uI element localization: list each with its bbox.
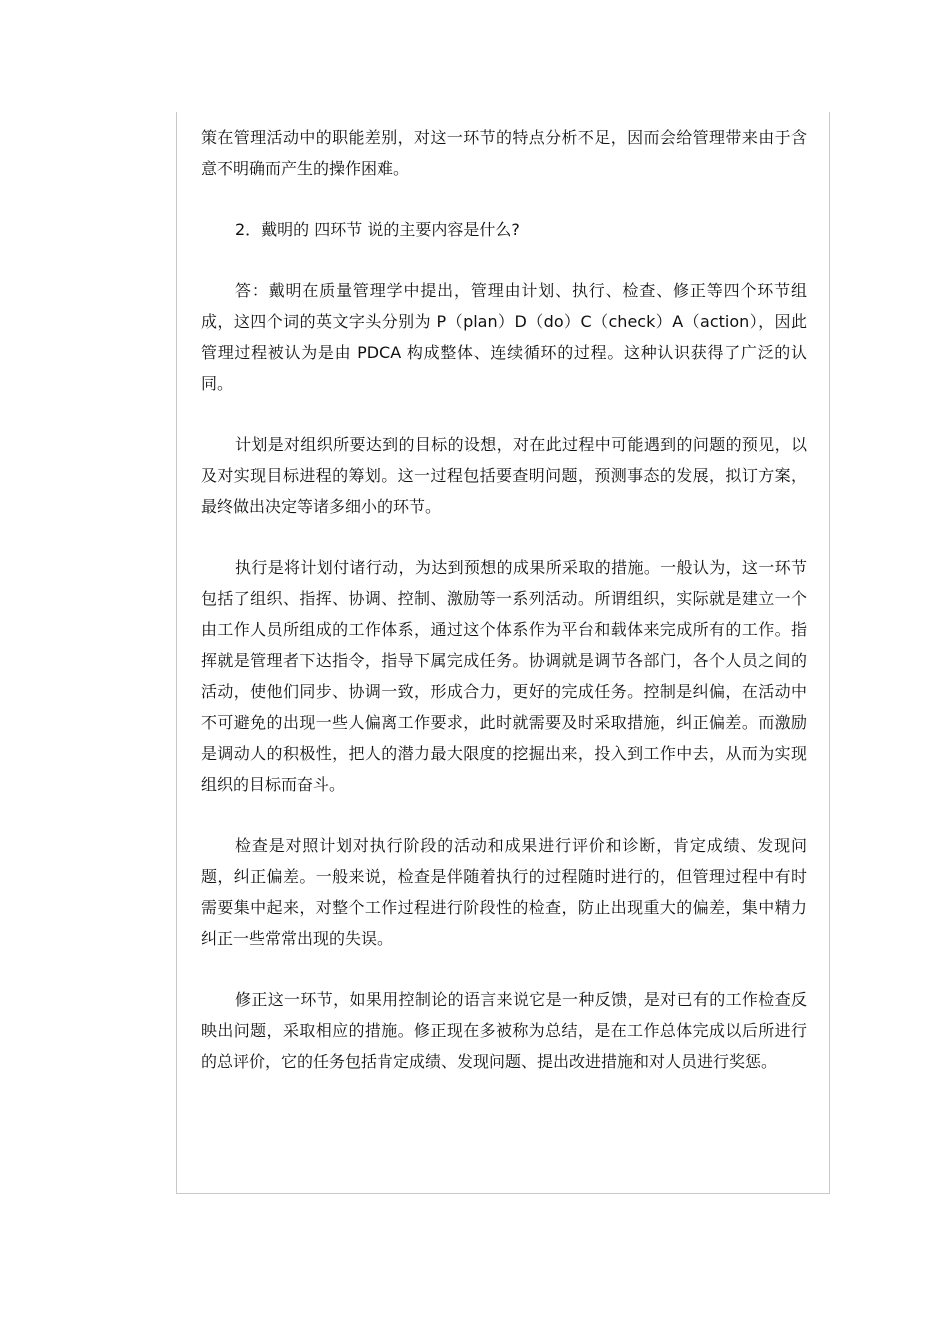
do-paragraph: 执行是将计划付诸行动，为达到预想的成果所采取的措施。一般认为，这一环节包括了组织、指挥、协调、控制、激励等一系列活动。所谓组织，实际就是建立一个由工作人员所组成的工作体系，通过这个体系作为平台和载体来完成所有的工作。指挥就是管理者下达指令，指导下属完成任务。协调就是调节各部门，各个人员之间的活动，使他们同步、协调一致，形成合力，更好的完成任务。控制是纠偏，在活动中不可避免的出现一些人偏离工作要求，此时就需要及时采取措施，纠正偏差。而激励是调动人的积极性，把人的潜力最大限度的挖掘出来，投入到工作中去，从而为实现组织的目标而奋斗。 (201, 558, 807, 794)
action-paragraph: 修正这一环节，如果用控制论的语言来说它是一种反馈，是对已有的工作检查反映出问题，采取相应的措施。修正现在多被称为总结，是在工作总体完成以后所进行的总评价，它的任务包括肯定成绩、发现问题、提出改进措施和对人员进行奖惩。 (201, 990, 807, 1071)
question-heading: 2．戴明的 四环节 说的主要内容是什么? (235, 220, 520, 239)
plan-paragraph: 计划是对组织所要达到的目标的设想，对在此过程中可能遇到的问题的预见，以及对实现目标进程的筹划。这一过程包括要查明问题，预测事态的发展，拟订方案，最终做出决定等诸多细小的环节。 (201, 435, 807, 516)
paragraph-continuation: 策在管理活动中的职能差别，对这一环节的特点分析不足，因而会给管理带来由于含意不明确而产生的操作困难。 (201, 128, 807, 178)
check-paragraph: 检查是对照计划对执行阶段的活动和成果进行评价和诊断，肯定成绩、发现问题，纠正偏差。一般来说，检查是伴随着执行的过程随时进行的，但管理过程中有时需要集中起来，对整个工作过程进行阶段性的检查，防止出现重大的偏差，集中精力纠正一些常常出现的失误。 (201, 836, 807, 948)
document-body (201, 122, 807, 1077)
answer-intro-paragraph: 答：戴明在质量管理学中提出，管理由计划、执行、检查、修正等四个环节组成，这四个词的英文字头分别为 P（plan）D（do）C（check）A（action），因此管理过程被认为是由 PDCA 构成整体、连续循环的过程。这种认识获得了广泛的认同。 (201, 281, 807, 393)
